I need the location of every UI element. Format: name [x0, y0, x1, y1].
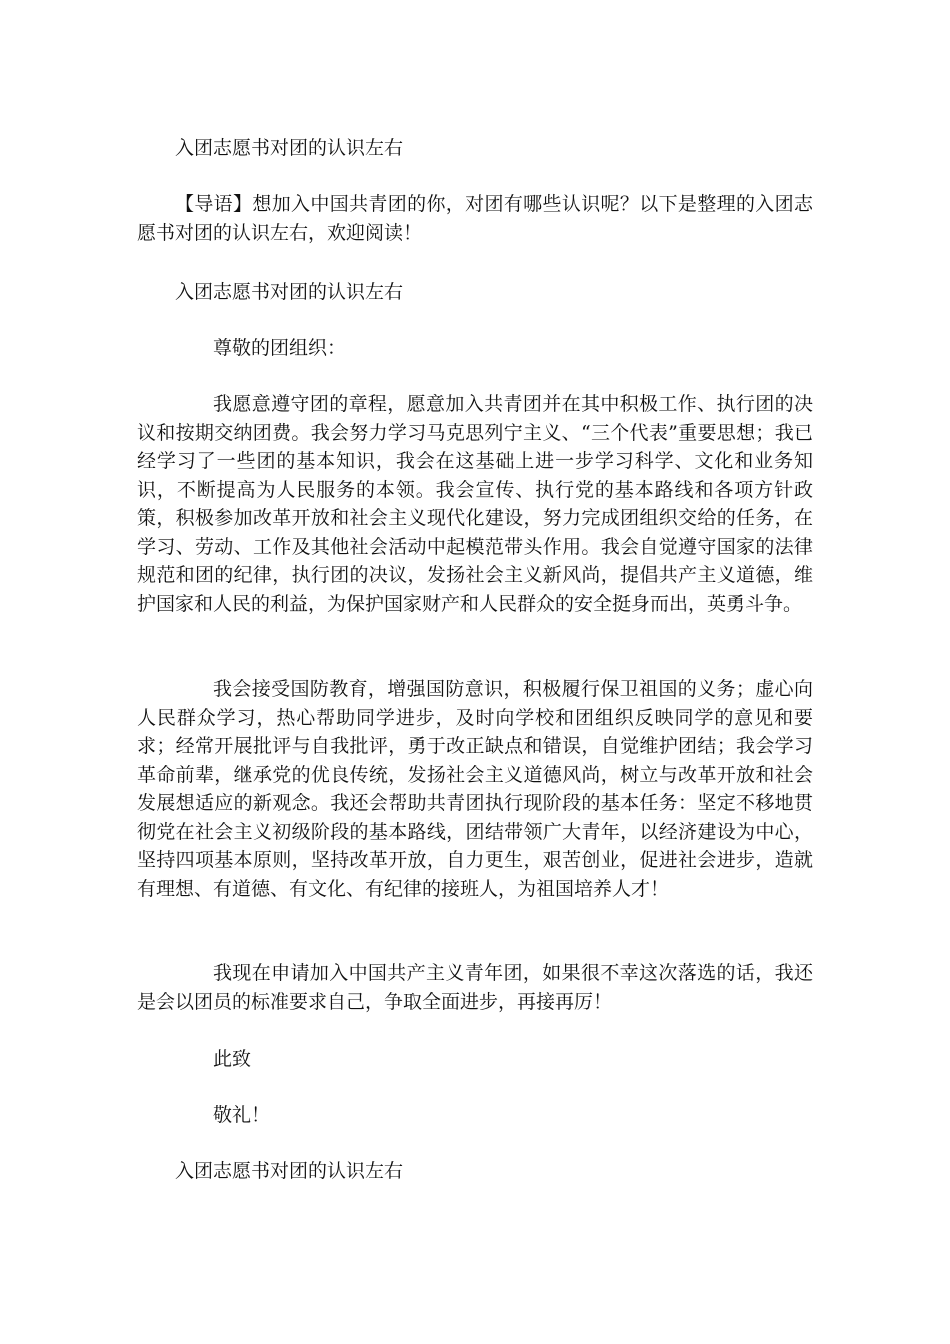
body-paragraph-3: 我现在申请加入中国共产主义青年团，如果很不幸这次落选的话，我还是会以团员的标准要求自己，争取全面进步，再接再厉！ — [137, 962, 813, 1013]
closing-line-2: 敬礼！ — [213, 1104, 271, 1126]
closing-line-1: 此致 — [213, 1048, 252, 1070]
salutation: 尊敬的团组织： — [213, 337, 347, 359]
body-paragraph-2: 我会接受国防教育，增强国防意识，积极履行保卫祖国的义务；虚心向人民群众学习，热心帮助同学进步，及时向学校和团组织反映同学的意见和要求；经常开展批评与自我批评，勇于改正缺点和错误，自觉维护团结；我会学习革命前辈，继承党的优良传统，发扬社会主义道德风尚，树立与改革开放和社会发展想适应的新观念。我还会帮助共青团执行现阶段的基本任务：坚定不移地贯彻党在社会主义初级阶段的基本路线，团结带领广大青年，以经济建设为中心，坚持四项基本原则，坚持改革开放，自力更生，艰苦创业，促进社会进步，造就有理想、有道德、有文化、有纪律的接班人，为祖国培养人才！ — [137, 678, 813, 900]
document-title: 入团志愿书对团的认识左右 — [175, 137, 404, 159]
document-subtitle: 入团志愿书对团的认识左右 — [175, 281, 404, 303]
body-paragraph-1: 我愿意遵守团的章程，愿意加入共青团并在其中积极工作、执行团的决议和按期交纳团费。我会努力学习马克思列宁主义、“三个代表”重要思想；我已经学习了一些团的基本知识，我会在这基础上进一步学习科学、文化和业务知识，不断提高为人民服务的本领。我会宣传、执行党的基本路线和各项方针政策，积极参加改革开放和社会主义现代化建设，努力完成团组织交给的任务，在学习、劳动、工作及其他社会活动中起模范带头作用。我会自觉遵守国家的法律规范和团的纪律，执行团的决议，发扬社会主义新风尚，提倡共产主义道德，维护国家和人民的利益，为保护国家财产和人民群众的安全挺身而出，英勇斗争。 — [137, 393, 813, 615]
footer-title: 入团志愿书对团的认识左右 — [175, 1160, 404, 1182]
intro-paragraph: 【导语】想加入中国共青团的你，对团有哪些认识呢？以下是整理的入团志愿书对团的认识左右，欢迎阅读！ — [137, 193, 813, 244]
